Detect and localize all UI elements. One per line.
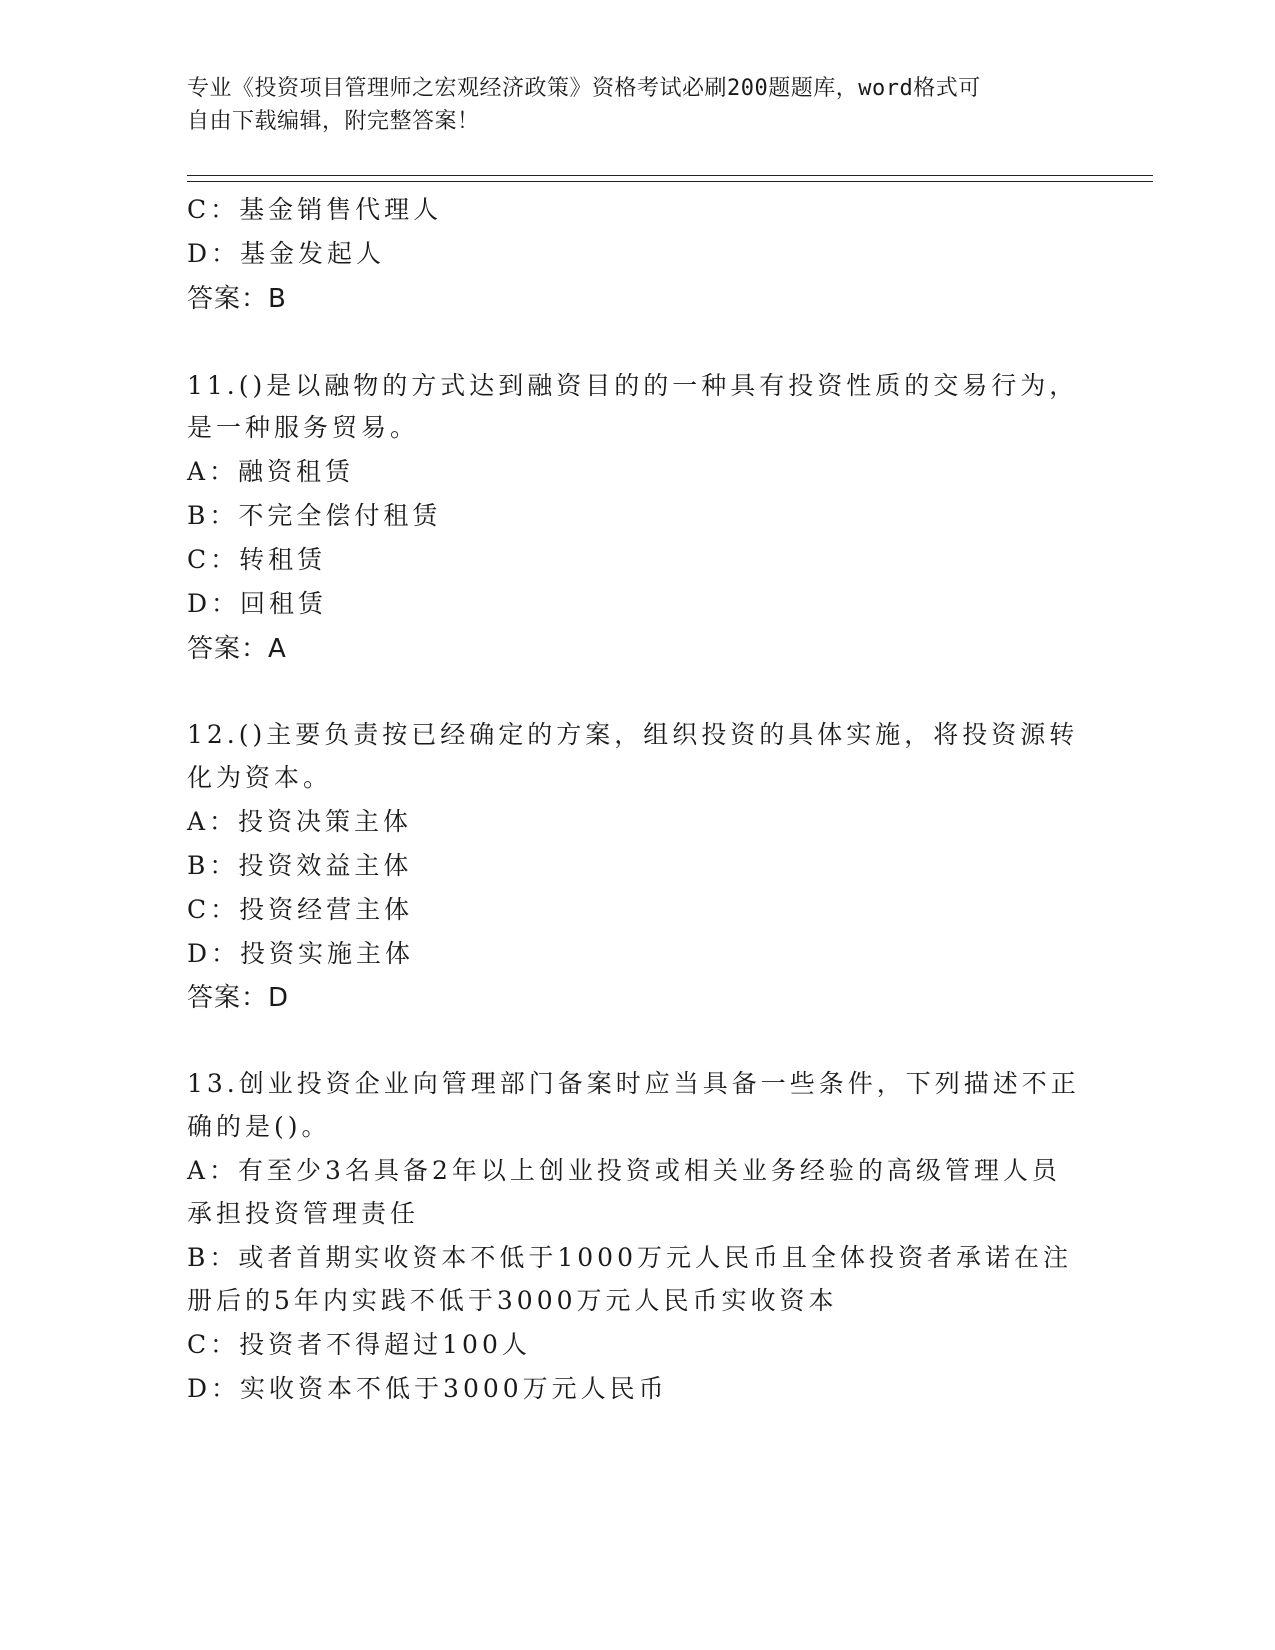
q12-option-d: D：投资实施主体 bbox=[187, 939, 415, 968]
q11-answer: 答案：A bbox=[187, 634, 287, 664]
page-header bbox=[187, 72, 1067, 138]
header-line-1: 专业《投资项目管理师之宏观经济政策》资格考试必刷200题题库，word格式可 bbox=[187, 76, 981, 101]
q11-stem-line-1: 11.()是以融物的方式达到融资目的的一种具有投资性质的交易行为， bbox=[187, 371, 1079, 400]
q13-stem-line-2: 确的是()。 bbox=[187, 1112, 331, 1141]
q12-answer: 答案：D bbox=[187, 983, 290, 1013]
q11-stem-line-2: 是一种服务贸易。 bbox=[187, 413, 420, 442]
q13-option-d: D：实收资本不低于3000万元人民币 bbox=[187, 1374, 668, 1403]
q11-option-b: B：不完全偿付租赁 bbox=[187, 501, 442, 530]
q13-option-a-line-2: 承担投资管理责任 bbox=[187, 1199, 420, 1228]
prev-answer: 答案：B bbox=[187, 284, 287, 314]
header-rule-top bbox=[187, 175, 1153, 176]
q12-option-a: A：投资决策主体 bbox=[187, 807, 413, 836]
q13-option-b-line-1: B：或者首期实收资本不低于1000万元人民币且全体投资者承诺在注 bbox=[187, 1243, 1072, 1272]
q13-option-a-line-1: A：有至少3名具备2年以上创业投资或相关业务经验的高级管理人员 bbox=[187, 1156, 1061, 1185]
q13-option-b-line-2: 册后的5年内实践不低于3000万元人民币实收资本 bbox=[187, 1286, 838, 1315]
q12-option-b: B：投资效益主体 bbox=[187, 851, 413, 880]
prev-option-c: C：基金销售代理人 bbox=[187, 195, 443, 224]
q11-option-d: D：回租赁 bbox=[187, 589, 328, 618]
q12-stem-line-1: 12.()主要负责按已经确定的方案，组织投资的具体实施，将投资源转 bbox=[187, 720, 1079, 749]
q12-stem-line-2: 化为资本。 bbox=[187, 763, 333, 792]
prev-option-d: D：基金发起人 bbox=[187, 239, 386, 268]
q11-option-a: A：融资租赁 bbox=[187, 457, 355, 486]
header-line-2: 自由下载编辑，附完整答案！ bbox=[187, 109, 480, 134]
q13-option-c: C：投资者不得超过100人 bbox=[187, 1330, 531, 1359]
q13-stem-line-1: 13.创业投资企业向管理部门备案时应当具备一些条件，下列描述不正 bbox=[187, 1069, 1080, 1098]
q11-option-c: C：转租赁 bbox=[187, 545, 327, 574]
header-rule-bottom bbox=[187, 181, 1153, 182]
q12-option-c: C：投资经营主体 bbox=[187, 895, 414, 924]
